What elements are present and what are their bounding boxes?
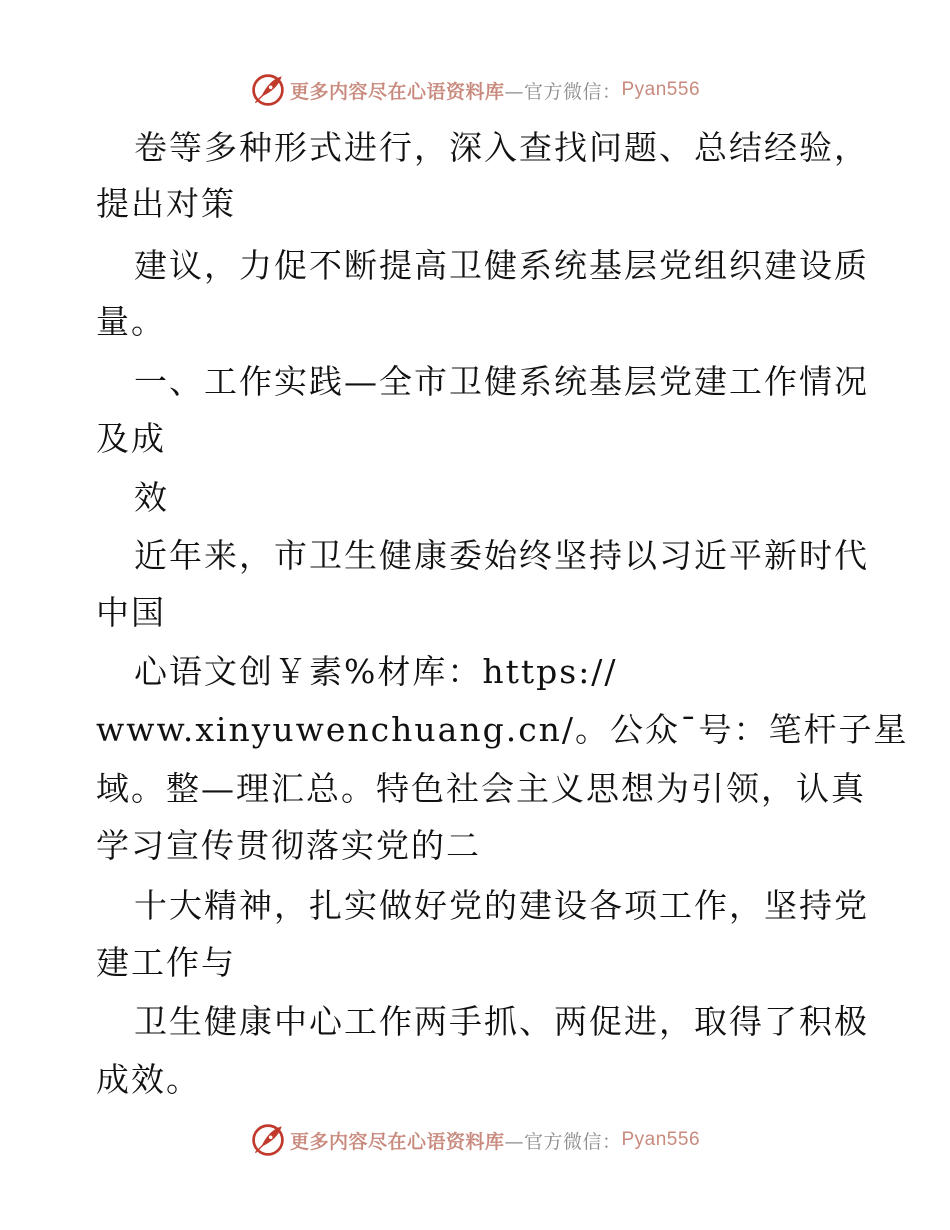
pen-nib-logo-icon xyxy=(250,1122,286,1158)
body-line: 中国 xyxy=(96,593,166,632)
body-line: 心语文创￥素%材库：https:// xyxy=(134,652,618,691)
body-line: 近年来，市卫生健康委始终坚持以习近平新时代 xyxy=(134,536,869,575)
body-line: 域。整—理汇总。特色社会主义思想为引领，认真 xyxy=(96,769,866,808)
body-line: 效 xyxy=(134,478,169,517)
body-line: 一、工作实践—全市卫健系统基层党建工作情况 xyxy=(134,362,869,401)
body-line: 卫生健康中心工作两手抓、两促进，取得了积极 xyxy=(134,1002,869,1041)
banner-main-text: 更多内容尽在心语资料库 xyxy=(289,1130,505,1153)
banner-sep-text: —官方微信： xyxy=(504,80,622,103)
banner-id-text: Pyan556 xyxy=(621,79,701,100)
footer-banner xyxy=(0,1118,950,1162)
body-line: 量。 xyxy=(96,302,166,341)
body-line: 学习宣传贯彻落实党的二 xyxy=(96,826,481,865)
pen-nib-logo-icon xyxy=(250,72,286,108)
body-line: 卷等多种形式进行，深入查找问题、总结经验， xyxy=(134,128,869,167)
body-line: 提出对策 xyxy=(96,184,236,223)
body-line: 及成 xyxy=(96,419,166,458)
banner-sep-text: —官方微信： xyxy=(504,1130,622,1153)
body-line: 十大精神，扎实做好党的建设各项工作，坚持党 xyxy=(134,886,869,925)
body-line: 成效。 xyxy=(96,1060,201,1099)
banner-main-text: 更多内容尽在心语资料库 xyxy=(289,80,505,103)
body-line: 建议，力促不断提高卫健系统基层党组织建设质 xyxy=(134,246,869,285)
header-banner xyxy=(0,68,950,112)
body-line: 建工作与 xyxy=(96,943,236,982)
banner-id-text: Pyan556 xyxy=(621,1129,701,1150)
body-line: www.xinyuwenchuang.cn/。公众¯号：笔杆子星 xyxy=(96,710,909,749)
